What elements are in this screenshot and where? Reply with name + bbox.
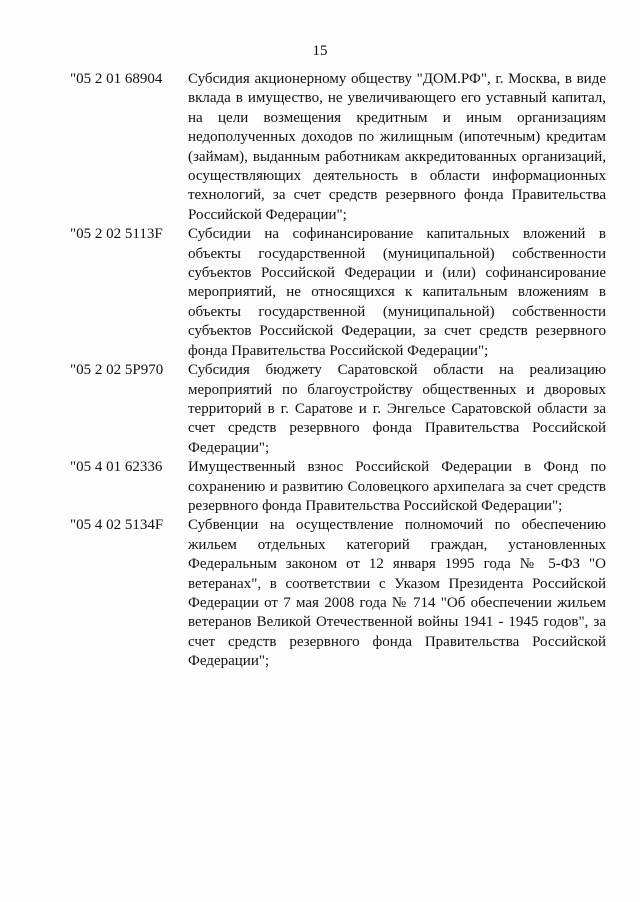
budget-entry [70,361,606,458]
budget-description: Субсидии на софинансирование капитальных вложений в объекты государственной (муниципальной) собственности субъектов Российской Федерации и (или) софинансирование мероприятий, не относящихся к капитальным вложениям в объекты государственной (муниципальной) собственности субъектов Российской Федерации, за счет средств резервного фонда Правительства Российской Федерации"; [188,226,606,359]
budget-code-list [70,70,606,672]
budget-code: "05 4 01 62336 [70,459,163,476]
budget-description: Имущественный взнос Российской Федерации в Фонд по сохранению и развитию Соловецкого архипелага за счет средств резервного фонда Правительства Российской Федерации"; [188,459,606,514]
budget-entry [70,458,606,516]
budget-entry [70,516,606,671]
budget-code: "05 2 01 68904 [70,71,163,87]
page-number: 15 [312,43,328,59]
budget-entry [70,70,606,225]
budget-description: Субсидия акционерному обществу "ДОМ.РФ", г. Москва, в виде вклада в имущество, не увеличивающего его уставный капитал, на цели возмещения кредитным и иным организациям недополученных доходов по жилищным (ипотечным) кредитам (займам), выданным работникам аккредитованных организаций, осуществляющих деятельность в области информационных технологий, за счет средств резервного фонда Правительства Российской Федерации"; [188,71,606,223]
budget-entry [70,225,606,361]
budget-description: Субвенции на осуществление полномочий по обеспечению жильем отдельных категорий граждан, установленных Федеральным законом от 12 января 1995 года № 5-ФЗ "О ветеранах", в соответствии с Указом Президента Российской Федерации от 7 мая 2008 года № 714 "Об обеспечении жильем ветеранов Великой Отечественной войны 1941 - 1945 годов", за счет средств резервного фонда Правительства Российской Федерации"; [188,517,606,670]
budget-code: "05 4 02 5134F [70,517,164,534]
budget-code: "05 2 02 5Р970 [70,362,164,379]
budget-code: "05 2 02 5113F [70,226,163,243]
budget-description: Субсидия бюджету Саратовской области на реализацию мероприятий по благоустройству общественных и дворовых территорий в г. Саратове и г. Энгельсе Саратовской области за счет средств резервного фонда Правительства Российской Федерации"; [188,362,606,456]
